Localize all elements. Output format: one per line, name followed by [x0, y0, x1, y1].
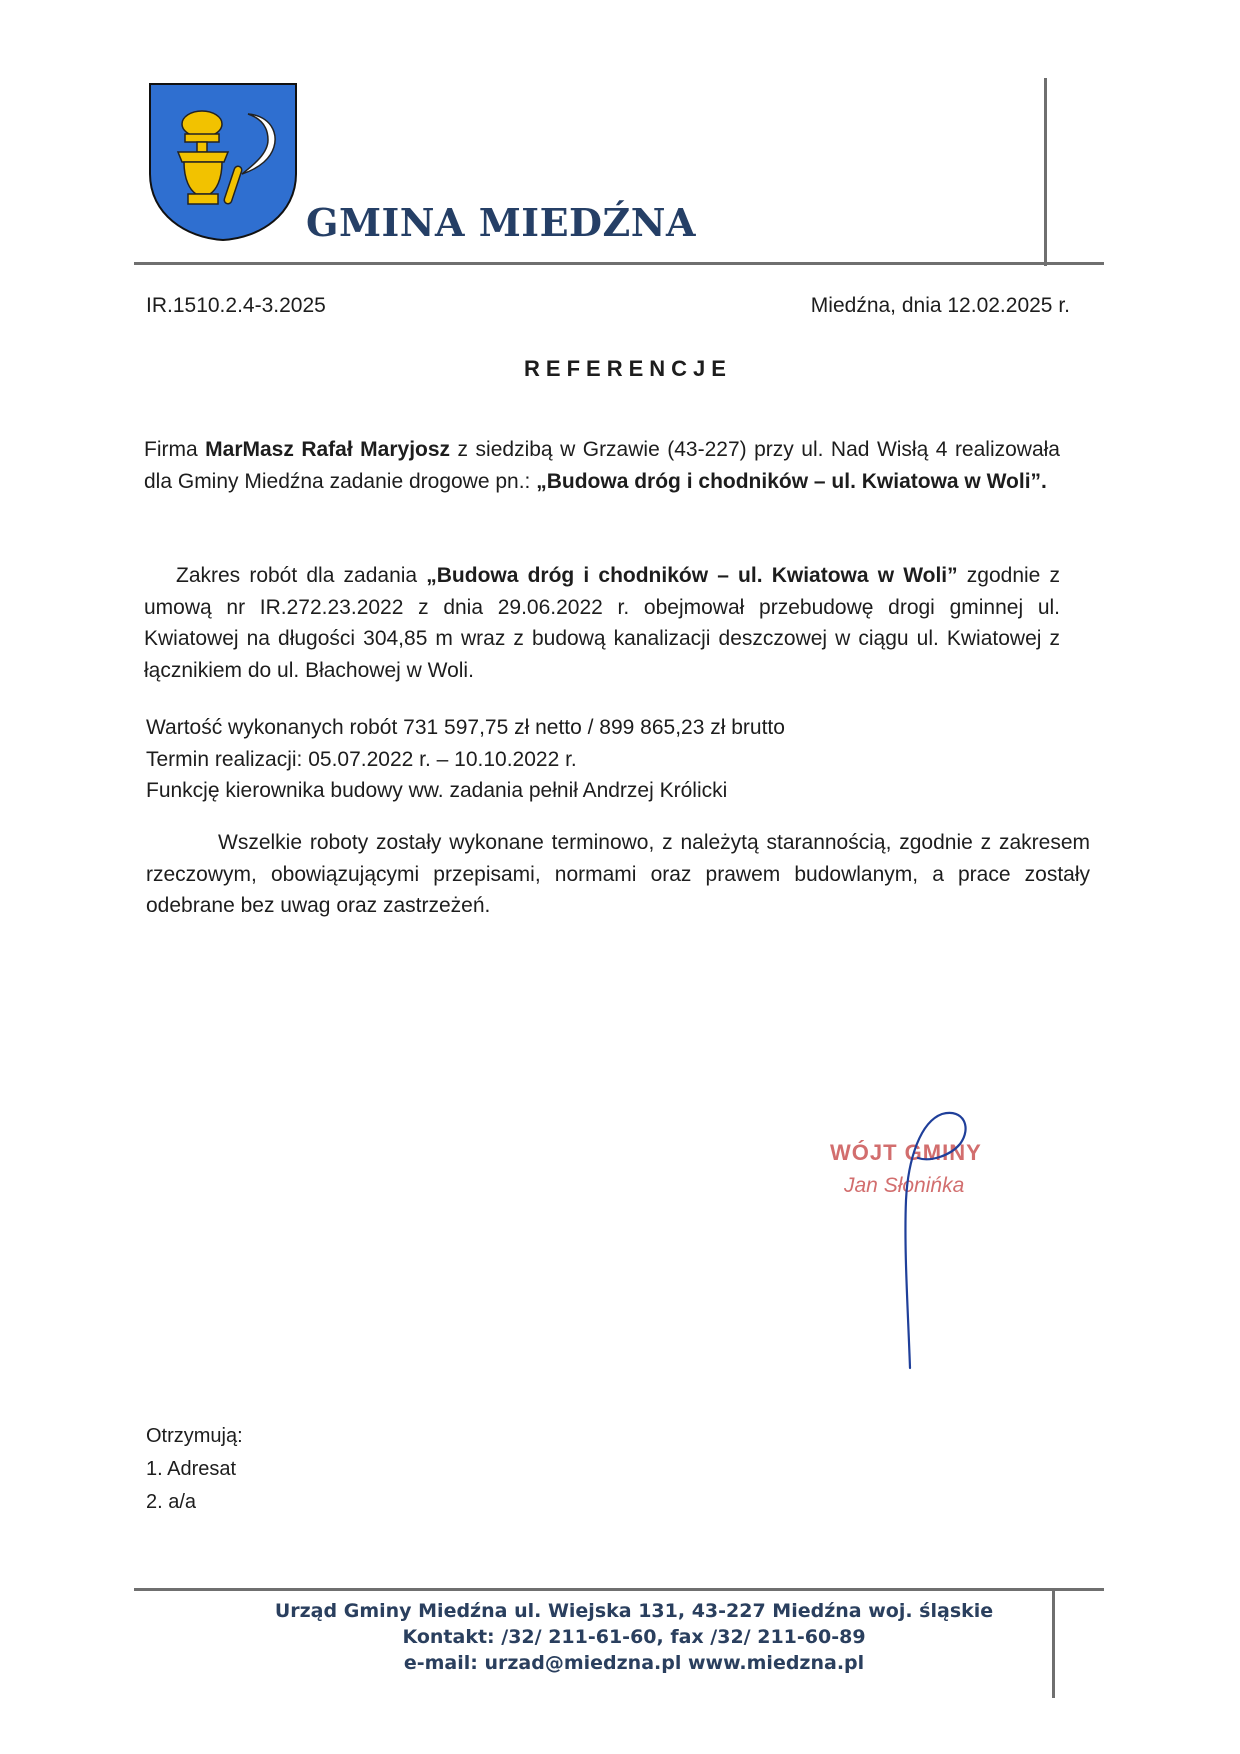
works-value: Wartość wykonanych robót 731 597,75 zł netto / 899 865,23 zł brutto: [146, 716, 785, 739]
p4-text: Wszelkie roboty zostały wykonane terminowo, z należytą starannością, zgodnie z zakresem rzeczowym, obowiązującymi przepisami, normami oraz prawem budowlanym, a prace zostały odebrane bez uwag oraz zastrzeżeń.: [146, 831, 1090, 917]
document-reference-number: IR.1510.2.4-3.2025: [146, 294, 326, 317]
task-name-2: „Budowa dróg i chodników – ul. Kwiatowa w Woli”: [426, 564, 958, 587]
details-block: [146, 712, 785, 807]
recipient-item: 1. Adresat: [146, 1458, 237, 1480]
stamp-title: WÓJT GMINY: [830, 1140, 982, 1165]
recipients-list: [146, 1420, 243, 1519]
paragraph-evaluation: [146, 827, 1090, 922]
p2-text-1: Zakres robót dla zadania: [176, 564, 427, 587]
footer-phone: Kontakt: /32/ 211-61-60, fax /32/ 211-60-89: [402, 1626, 866, 1648]
gmina-crest-icon: [148, 82, 298, 242]
footer-contact: [134, 1598, 1134, 1676]
realization-term: Termin realizacji: 05.07.2022 r. – 10.10.2022 r.: [146, 747, 577, 771]
document-title: REFERENCJE: [524, 356, 732, 381]
footer-divider: [134, 1588, 1104, 1591]
org-name: GMINA MIEDŹNA: [306, 200, 696, 245]
recipients-heading: Otrzymują:: [146, 1425, 243, 1447]
company-name: MarMasz Rafał Maryjosz: [205, 438, 451, 461]
task-name: „Budowa dróg i chodników – ul. Kwiatowa w Woli”.: [536, 469, 1047, 493]
p1-text-2: z siedzibą w Grzawie (43-227) przy ul. Nad Wisłą 4 realizowała dla Gminy Miedźna zadanie drogowe pn.:: [144, 438, 1060, 493]
recipient-item: 2. a/a: [146, 1491, 197, 1513]
paragraph-company: [144, 434, 1060, 497]
site-manager: Funkcję kierownika budowy ww. zadania pełnił Andrzej Królicki: [146, 779, 728, 802]
paragraph-scope: [144, 560, 1060, 686]
footer-address: Urząd Gminy Miedźna ul. Wiejska 131, 43-227 Miedźna woj. śląskie: [274, 1600, 994, 1622]
handwritten-signature: [880, 1110, 990, 1380]
header-divider: [134, 262, 1104, 265]
footer-email-web: e-mail: urzad@miedzna.pl www.miedzna.pl: [403, 1652, 865, 1674]
place-and-date: Miedźna, dnia 12.02.2025 r.: [810, 294, 1070, 317]
header-divider-vertical: [1044, 78, 1047, 266]
p2-text-2: zgodnie z umową nr IR.272.23.2022 z dnia 29.06.2022 r. obejmował przebudowę drogi gminnej ul. Kwiatowej na długości 304,85 m wraz z budową kanalizacji deszczowej w ciągu ul. Kwiatowej z łącznikiem do ul. Błachowej w Woli.: [144, 564, 1061, 682]
stamp-name: Jan Słonińka: [844, 1174, 965, 1197]
p1-text-1: Firma: [144, 438, 206, 461]
